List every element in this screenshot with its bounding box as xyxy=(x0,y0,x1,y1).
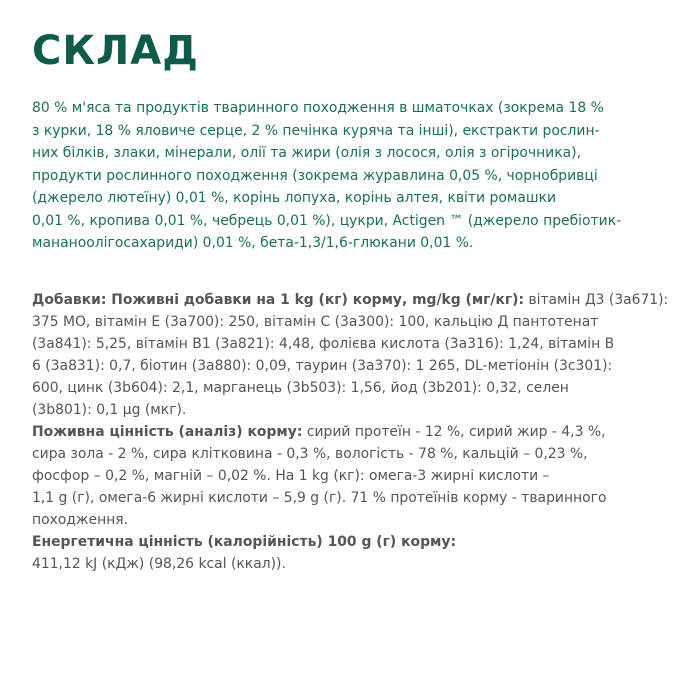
details-line xyxy=(32,465,668,487)
details-line xyxy=(32,399,668,421)
details-text: (3а841): 5,25, вітамін В1 (3а821): 4,48, фолієва кислота (3а316): 1,24, вітамін В xyxy=(32,336,615,352)
composition-line: мананоолігосахариди) 0,01 %, бета-1,3/1,6-глюкани 0,01 %. xyxy=(32,235,474,251)
details-line xyxy=(32,553,668,575)
details-line xyxy=(32,355,668,377)
details-line xyxy=(32,333,668,355)
composition-line: з курки, 18 % яловиче серце, 2 % печінка куряча та інші), екстракти рослин- xyxy=(32,122,600,139)
details-line xyxy=(32,311,668,333)
composition-line: них білків, злаки, мінерали, олії та жири (олія з лосося, олія з огірочника), xyxy=(32,145,581,161)
details-text: 411,12 kJ (кДж) (98,26 kcal (ккал)). xyxy=(32,556,286,572)
details-text: фосфор – 0,2 %, магній – 0,02 %. На 1 kg (кг): омега-3 жирні кислоти – xyxy=(32,468,550,484)
composition-line: 80 % м'яса та продуктів тваринного походження в шматочках (зокрема 18 % xyxy=(32,100,604,116)
details-line xyxy=(32,487,668,509)
details-text: 375 МО, вітамін Е (3а700): 250, вітамін С (3а300): 100, кальцію Д пантотенат xyxy=(32,314,599,330)
page-title: СКЛАД xyxy=(32,28,199,74)
details-text: (3b801): 0,1 µg (мкг). xyxy=(32,402,187,418)
energy-heading: Енергетична цінність (калорійність) 100 g (г) корму: xyxy=(32,534,457,550)
details-line-energy-heading xyxy=(32,531,668,553)
composition-line: (джерело лютеїну) 0,01 %, корінь лопуха, корінь алтея, квіти ромашки xyxy=(32,190,557,206)
details-text: 1,1 g (г), омега-6 жирні кислоти – 5,9 g (г). 71 % протеїнів корму - тваринного xyxy=(32,490,607,506)
details-text: вітамін Д3 (3а671): xyxy=(524,292,669,308)
details-text: 6 (3а831): 0,7, біотин (3а880): 0,09, таурин (3а370): 1 265, DL-метіонін (3с301): xyxy=(32,358,613,374)
details-text: походження. xyxy=(32,512,129,528)
details-line-analysis-heading xyxy=(32,421,668,443)
details-line xyxy=(32,509,668,531)
details-line xyxy=(32,443,668,465)
details-text: сира зола - 2 %, сира клітковина - 0,3 %, вологість - 78 %, кальцій – 0,23 %, xyxy=(32,446,588,462)
composition-line: 0,01 %, кропива 0,01 %, чебрець 0,01 %), цукри, Actigen ™ (джерело пребіотик- xyxy=(32,212,622,229)
composition-paragraph xyxy=(32,97,672,255)
nutrition-details xyxy=(32,289,672,575)
details-text: 600, цинк (3b604): 2,1, марганець (3b503): 1,56, йод (3b201): 0,32, селен xyxy=(32,380,569,396)
details-text: сирий протеїн - 12 %, сирий жир - 4,3 %, xyxy=(302,424,606,440)
additives-heading: Добавки: Поживні добавки на 1 kg (кг) корму, mg/kg (мг/кг): xyxy=(32,292,525,308)
details-line-additives-heading xyxy=(32,289,669,311)
details-line xyxy=(32,377,668,399)
analysis-heading: Поживна цінність (аналіз) корму: xyxy=(32,424,303,440)
composition-line: продукти рослинного походження (зокрема журавлина 0,05 %, чорнобривці xyxy=(32,167,598,184)
